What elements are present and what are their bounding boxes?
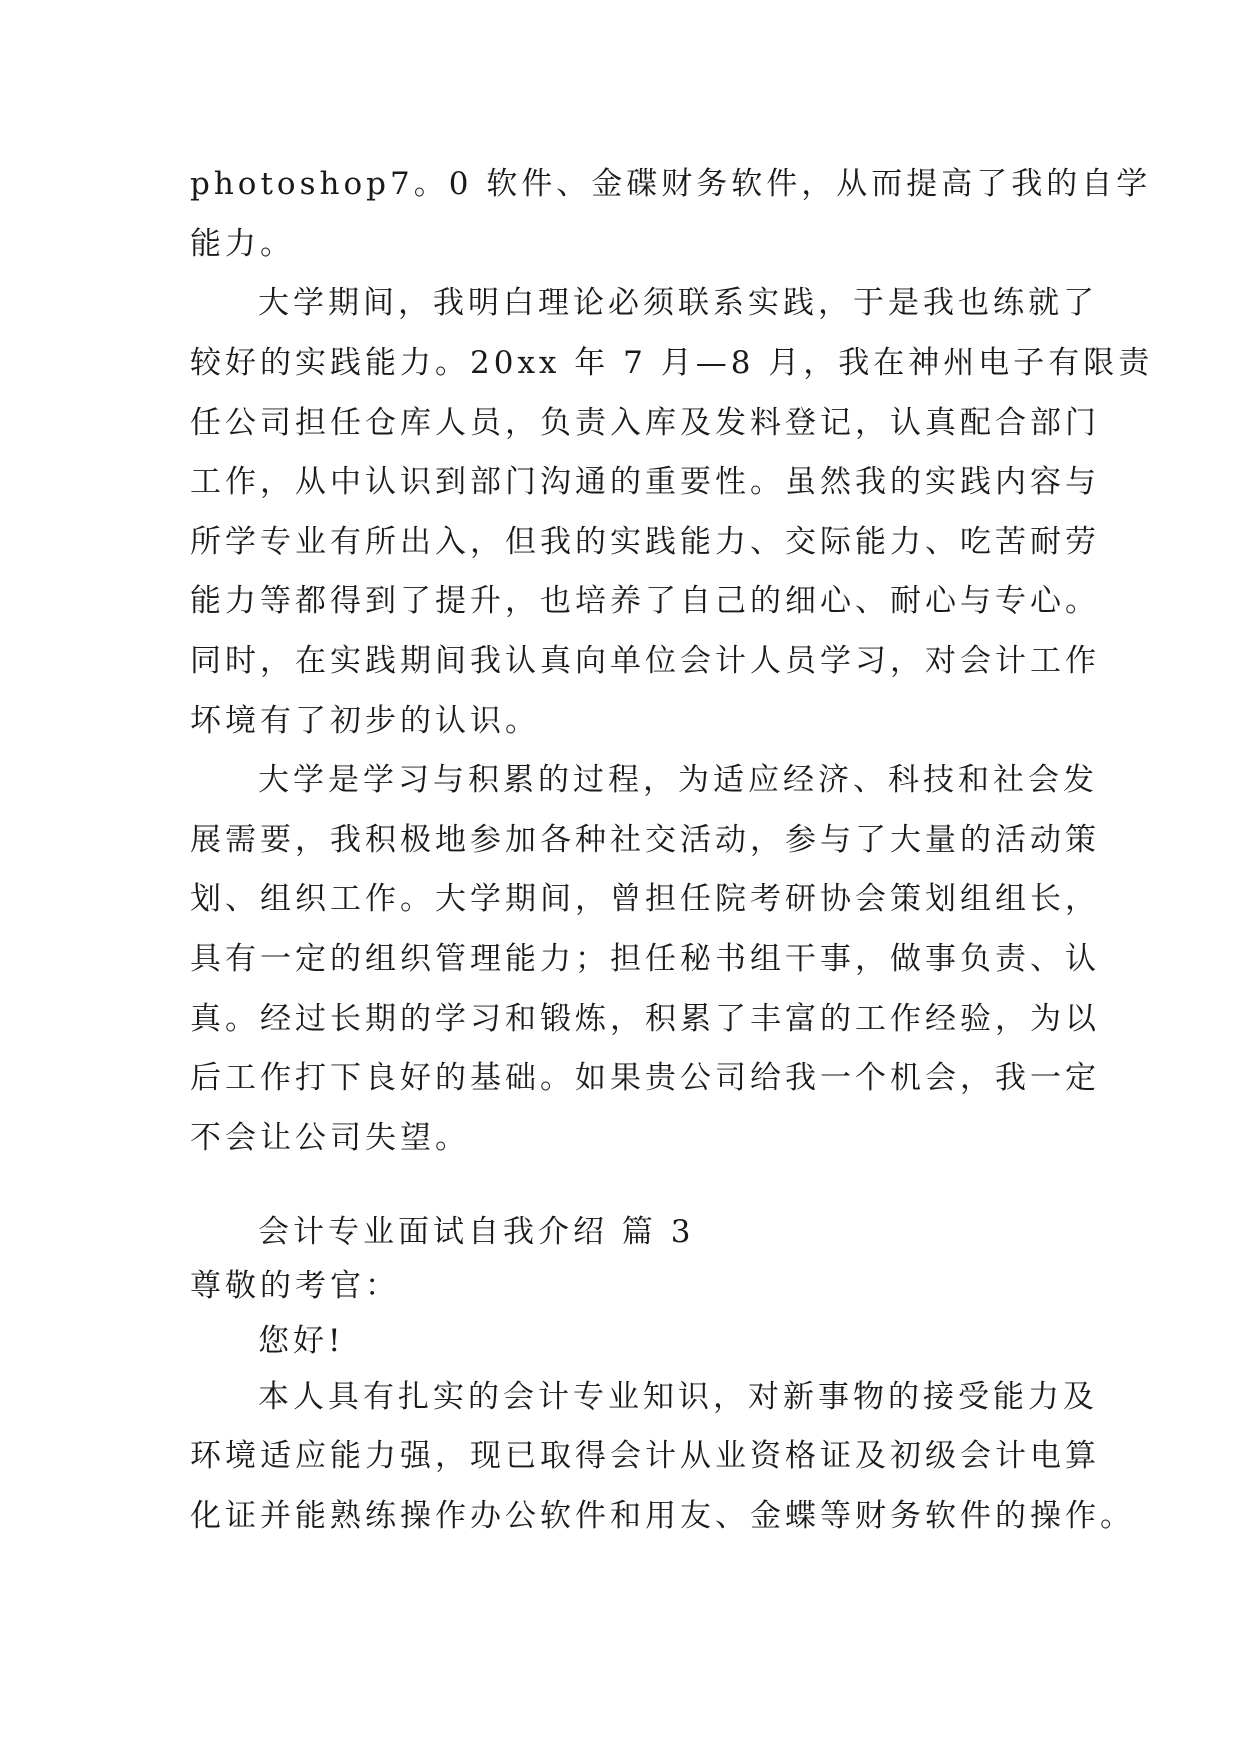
paragraph-line: 展需要，我积极地参加各种社交活动，参与了大量的活动策 [190, 822, 1100, 858]
paragraph-line: photoshop7。0 软件、金碟财务软件，从而提高了我的自学 [190, 166, 1152, 202]
paragraph-line: 较好的实践能力。20xx 年 7 月—8 月，我在神州电子有限责 [190, 345, 1154, 381]
paragraph-line: 同时，在实践期间我认真向单位会计人员学习，对会计工作 [190, 643, 1100, 679]
paragraph-line: 本人具有扎实的会计专业知识，对新事物的接受能力及 [258, 1379, 1098, 1415]
paragraph-line: 工作，从中认识到部门沟通的重要性。虽然我的实践内容与 [190, 464, 1100, 500]
paragraph-line: 所学专业有所出入，但我的实践能力、交际能力、吃苦耐劳 [190, 524, 1100, 560]
paragraph-line: 后工作打下良好的基础。如果贵公司给我一个机会，我一定 [190, 1060, 1100, 1096]
paragraph-line: 能力等都得到了提升，也培养了自己的细心、耐心与专心。 [190, 583, 1100, 619]
paragraph-line: 真。经过长期的学习和锻炼，积累了丰富的工作经验，为以 [190, 1001, 1100, 1037]
paragraph-line: 任公司担任仓库人员，负责入库及发料登记，认真配合部门 [190, 405, 1100, 441]
paragraph-line: 具有一定的组织管理能力；担任秘书组干事，做事负责、认 [190, 941, 1100, 977]
section-title: 会计专业面试自我介绍 篇 3 [258, 1214, 695, 1250]
paragraph-line: 大学期间，我明白理论必须联系实践，于是我也练就了 [258, 285, 1098, 321]
greeting: 您好! [258, 1323, 345, 1359]
paragraph-line: 环境适应能力强，现已取得会计从业资格证及初级会计电算 [190, 1438, 1100, 1474]
paragraph-line: 化证并能熟练操作办公软件和用友、金蝶等财务软件的操作。 [190, 1498, 1135, 1534]
paragraph-line: 坏境有了初步的认识。 [190, 703, 540, 739]
paragraph-line: 能力。 [190, 226, 295, 262]
paragraph-line: 不会让公司失望。 [190, 1120, 470, 1156]
paragraph-line: 划、组织工作。大学期间，曾担任院考研协会策划组组长， [190, 881, 1100, 917]
paragraph-line: 大学是学习与积累的过程，为适应经济、科技和社会发 [258, 762, 1098, 798]
salutation: 尊敬的考官： [190, 1268, 400, 1304]
